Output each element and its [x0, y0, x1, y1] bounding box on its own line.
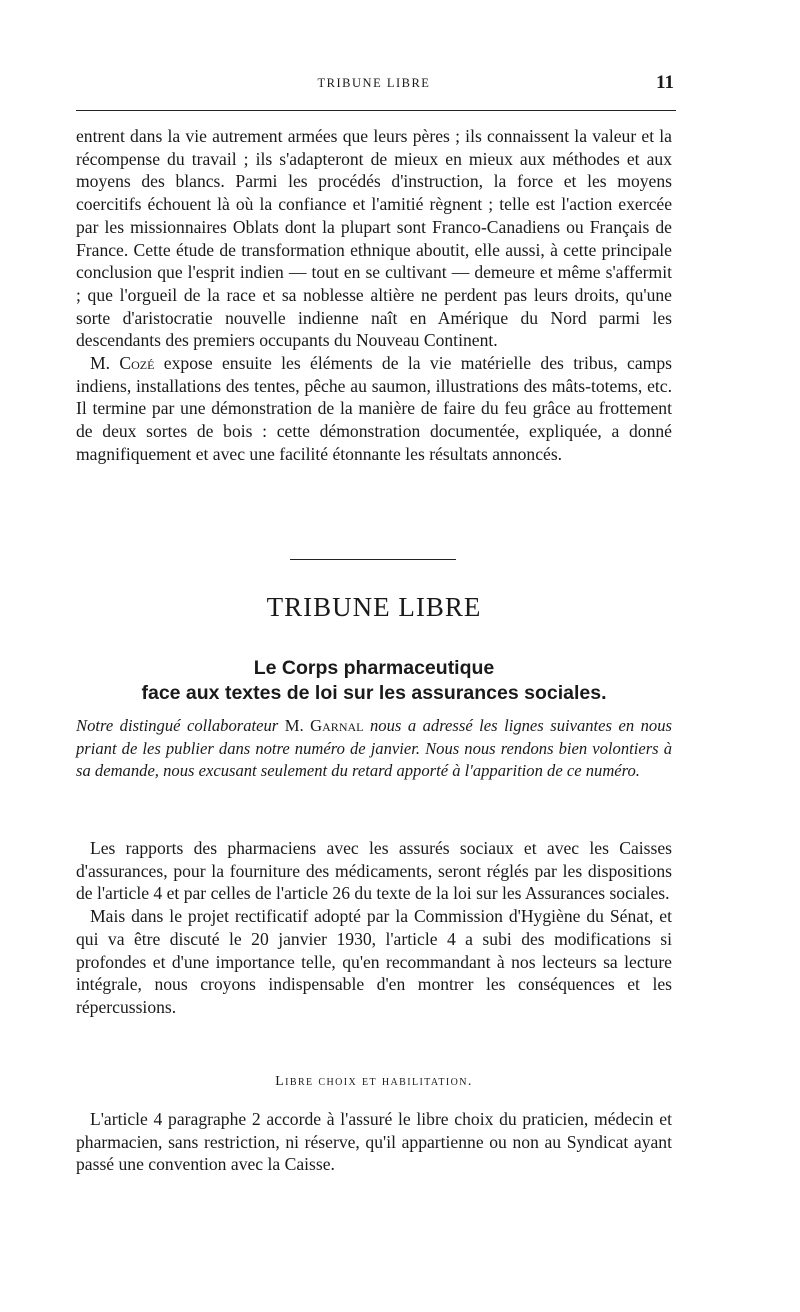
running-title: TRIBUNE LIBRE — [317, 76, 431, 90]
article-title — [76, 656, 672, 706]
page-number: 11 — [656, 72, 674, 93]
editorial-note-part-1: Notre distingué collaborateur — [76, 716, 285, 735]
editorial-note — [76, 715, 672, 783]
section-separator — [290, 559, 456, 560]
author-name: M. Garnal — [284, 716, 364, 735]
article-title-line-1: Le Corps pharmaceutique — [253, 657, 495, 679]
article-body-continued — [76, 1108, 672, 1176]
section-title: TRIBUNE LIBRE — [266, 592, 482, 622]
article-paragraph-1: Les rapports des pharmaciens avec les assurés sociaux et avec les Caisses d'assurances, pour la fourniture des médicaments, seront réglés par les dispositions de l'article 4 et par celles de l'article 26 du texte de la loi sur les Assurances sociales. — [76, 838, 672, 904]
article-title-line-2: face aux textes de loi sur les assurances sociales. — [141, 682, 607, 704]
continued-text — [76, 125, 672, 466]
header-rule — [76, 110, 676, 111]
subheading: Libre choix et habilitation. — [275, 1074, 473, 1089]
editorial-note-part-2: nous a adressé les lignes suivantes en nous priant de les publier dans notre numéro de janvier. Nous nous rendons bien volontiers à sa demande, nous excusant seulement du retard apporté à l'apparition de ce numéro. — [76, 716, 672, 781]
article-paragraph-3: L'article 4 paragraphe 2 accorde à l'assuré le libre choix du praticien, médecin et pharmacien, sans restriction, ni réserve, qu'il appartienne ou non au Syndicat ayant passé une convention avec la Caisse. — [76, 1109, 672, 1175]
article-body — [76, 837, 672, 1019]
paragraph-rest: expose ensuite les éléments de la vie matérielle des tribus, camps indiens, installations des tentes, pêche au saumon, illustrations des mâts-totems, etc. Il termine par une démonstration de la manière de faire du feu grâce au frottement de deux sortes de bois : cette démonstration documentée, expliquée, a donné magnifiquement et avec une facilité étonnante les résultats annoncés. — [76, 353, 672, 464]
continued-paragraph-2 — [76, 352, 672, 466]
speaker-name: Cozé — [119, 353, 155, 374]
article-paragraph-2: Mais dans le projet rectificatif adopté par la Commission d'Hygiène du Sénat, et qui va être discuté le 20 janvier 1930, l'article 4 a subi des modifications si profondes et d'une importance telle, qu'en recommandant à nos lecteurs sa lecture intégrale, nous croyons indispensable d'en montrer les conséquences et les répercussions. — [76, 906, 672, 1017]
continued-paragraph-1: entrent dans la vie autrement armées que leurs pères ; ils connaissent la valeur et la récompense du travail ; ils s'adapteront de mieux en mieux aux méthodes et aux moyens des blancs. Parmi les procédés d'instruction, la force et les moyens coercitifs échouent là où la confiance et l'amitié règnent ; telle est l'action exercée par les missionnaires Oblats dont la plupart sont Franco-Canadiens ou Français de France. Cette étude de transformation ethnique aboutit, elle aussi, à cette principale conclusion que l'esprit indien — tout en se cultivant — demeure et même s'affermit ; que l'orgueil de la race et sa noblesse altière ne perdent pas leurs droits, qu'une sorte d'aristocratie nouvelle indienne naît en Amérique du Nord parmi les descendants des premiers occupants du Nouveau Continent. — [76, 126, 672, 351]
running-head — [76, 72, 674, 98]
paragraph-lead: M. — [90, 353, 120, 374]
